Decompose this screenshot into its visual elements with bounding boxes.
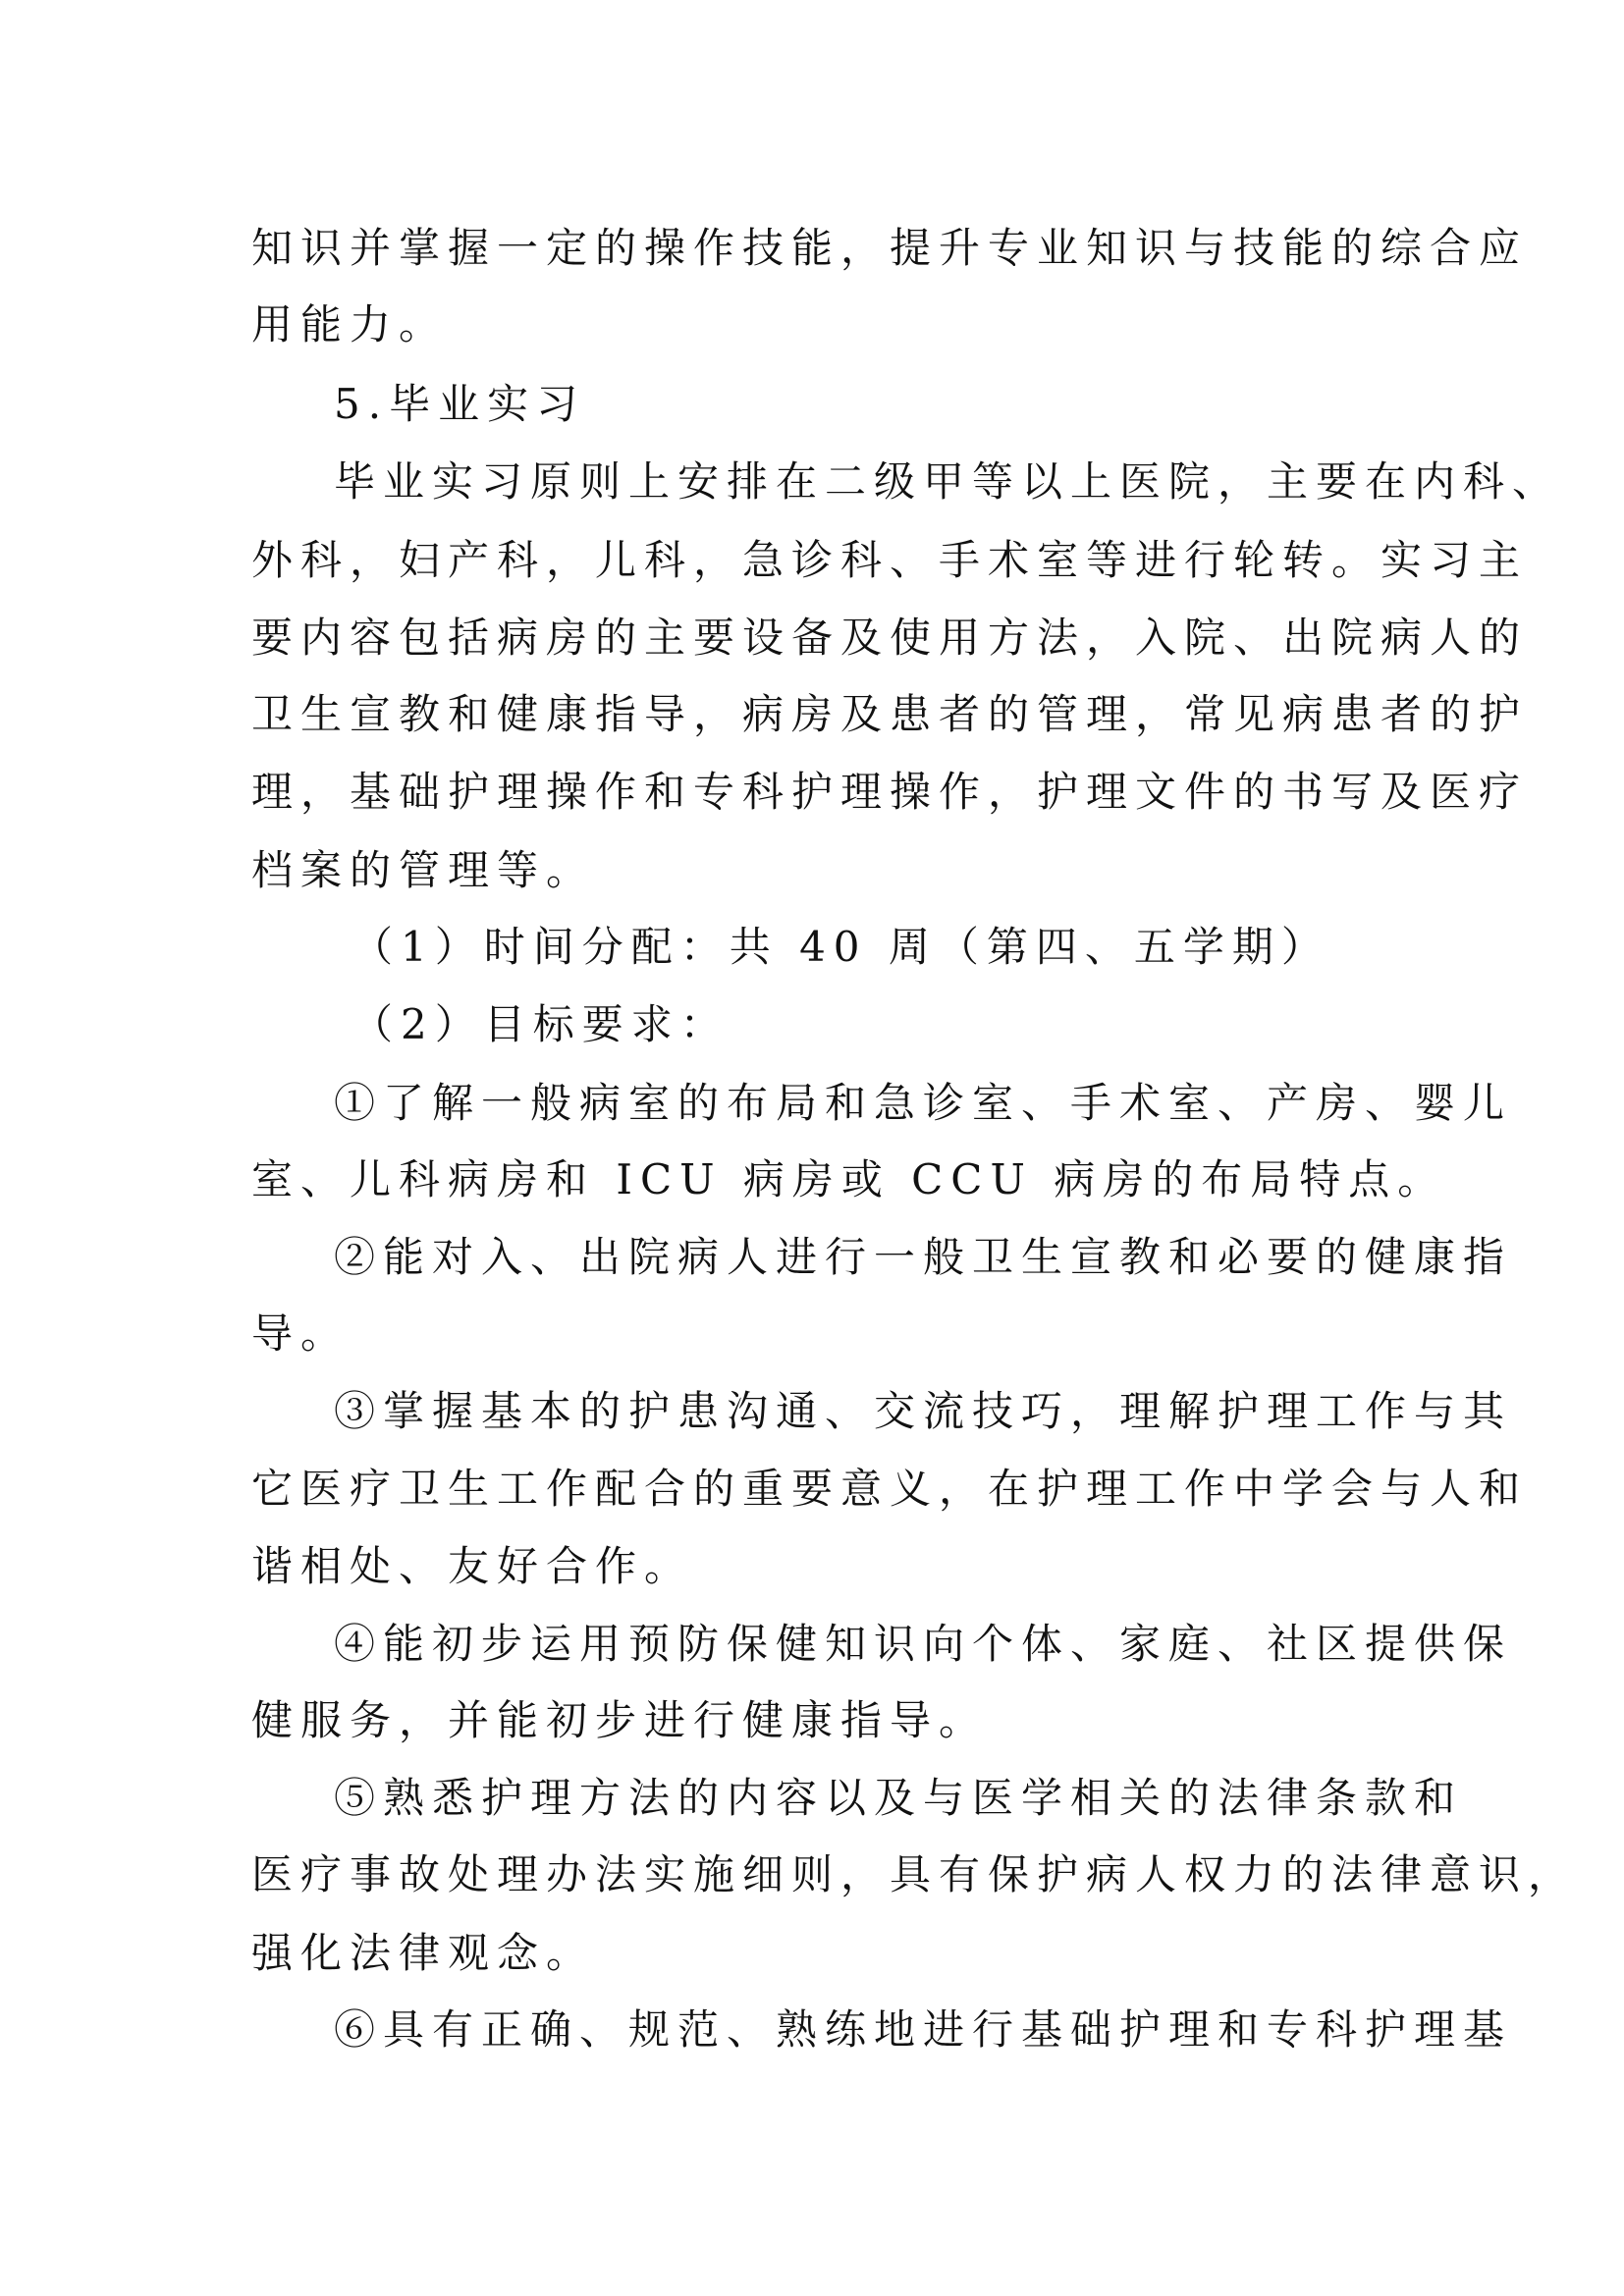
text-line: 医疗事故处理办法实施细则，具有保护病人权力的法律意识， bbox=[251, 1850, 1578, 1898]
text-line: 健服务，并能初步进行健康指导。 bbox=[251, 1696, 989, 1744]
list-item-line: ⑥具有正确、规范、熟练地进行基础护理和专科护理基 bbox=[334, 2005, 1513, 2054]
text-line: 导。 bbox=[251, 1309, 351, 1358]
text-line: 谐相处、友好合作。 bbox=[251, 1542, 694, 1590]
text-line: 理，基础护理操作和专科护理操作，护理文件的书写及医疗 bbox=[251, 768, 1529, 816]
list-item-line: ⑤熟悉护理方法的内容以及与医学相关的法律条款和 bbox=[334, 1774, 1464, 1822]
text-line: 档案的管理等。 bbox=[251, 846, 596, 894]
subsection-line: （1）时间分配：共 40 周（第四、五学期） bbox=[352, 923, 1330, 971]
text-line: 卫生宣教和健康指导，病房及患者的管理，常见病患者的护 bbox=[251, 690, 1529, 738]
section-heading: 5.毕业实习 bbox=[334, 380, 586, 428]
text-line: 毕业实习原则上安排在二级甲等以上医院，主要在内科、 bbox=[334, 457, 1562, 506]
text-line: 外科，妇产科，儿科，急诊科、手术室等进行轮转。实习主 bbox=[251, 536, 1529, 584]
text-line: 它医疗卫生工作配合的重要意义，在护理工作中学会与人和 bbox=[251, 1465, 1529, 1513]
list-item-line: ④能初步运用预防保健知识向个体、家庭、社区提供保 bbox=[334, 1620, 1513, 1668]
list-item-line: ②能对入、出院病人进行一般卫生宣教和必要的健康指 bbox=[334, 1233, 1513, 1281]
text-line: 要内容包括病房的主要设备及使用方法，入院、出院病人的 bbox=[251, 614, 1529, 662]
list-item-line: ③掌握基本的护患沟通、交流技巧，理解护理工作与其 bbox=[334, 1387, 1513, 1435]
text-line: 知识并掌握一定的操作技能，提升专业知识与技能的综合应 bbox=[251, 224, 1529, 272]
text-line: 强化法律观念。 bbox=[251, 1929, 596, 1977]
subsection-line: （2）目标要求： bbox=[352, 1000, 730, 1048]
text-line: 室、儿科病房和 ICU 病房或 CCU 病房的布局特点。 bbox=[251, 1155, 1447, 1203]
list-item-line: ①了解一般病室的布局和急诊室、手术室、产房、婴儿 bbox=[334, 1079, 1513, 1127]
text-line: 用能力。 bbox=[251, 300, 449, 348]
